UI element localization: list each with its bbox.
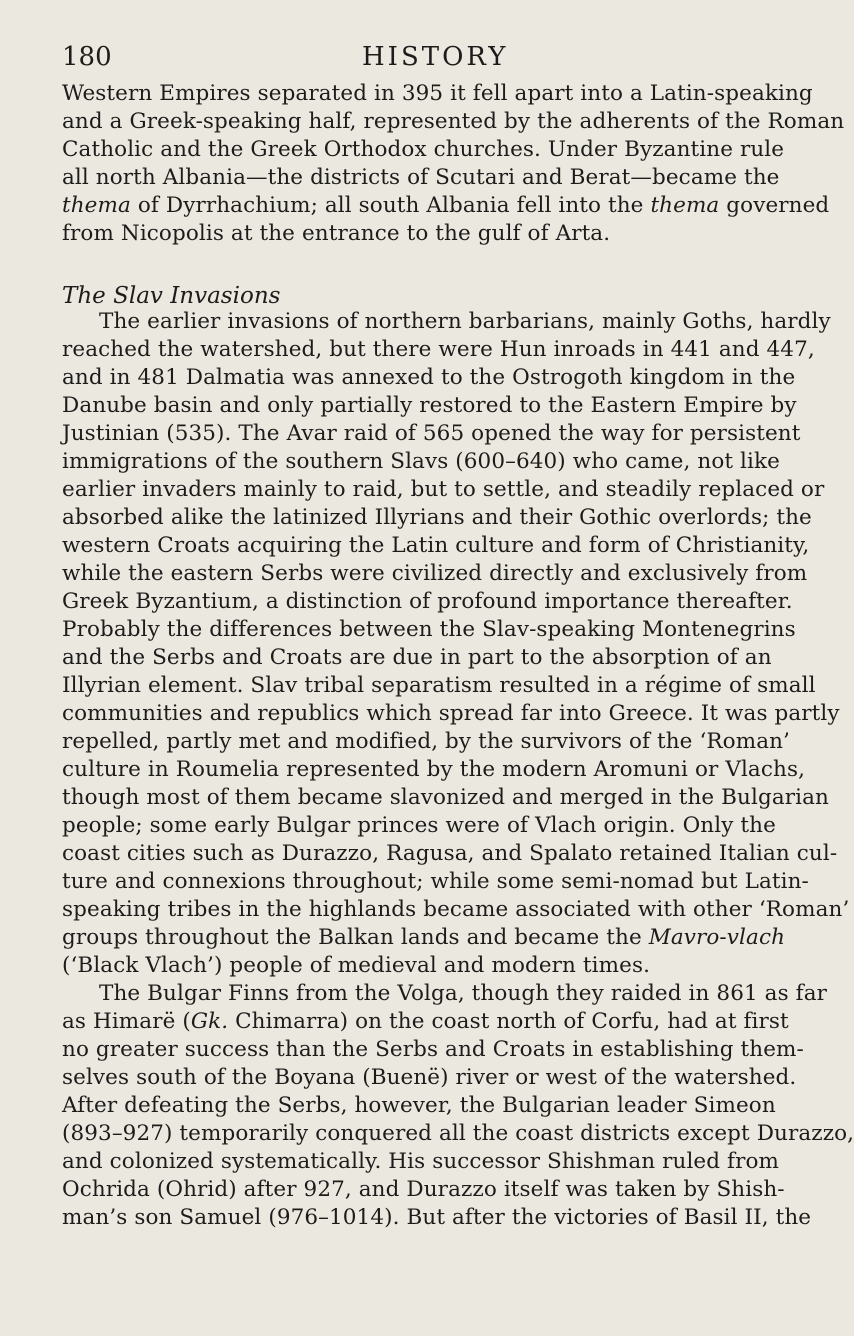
text-line bbox=[62, 192, 830, 220]
text-line: Justinian (535). The Avar raid of 565 opened the way for persistent bbox=[62, 421, 801, 446]
italic-term: Gk. bbox=[190, 1009, 229, 1034]
text-line: and in 481 Dalmatia was annexed to the Ostrogoth kingdom in the bbox=[62, 365, 796, 390]
text-line: and a Greek-speaking half, represented by the adherents of the Roman bbox=[62, 109, 845, 134]
text-line bbox=[62, 924, 786, 952]
text-line: selves south of the Boyana (Buenë) river or west of the watershed. bbox=[62, 1065, 797, 1090]
italic-term: thema bbox=[62, 193, 131, 218]
text-run: Chimarra) on the coast north of Corfu, had at first bbox=[228, 1009, 789, 1034]
text-line: man’s son Samuel (976–1014). But after the victories of Basil II, the bbox=[62, 1205, 812, 1230]
italic-term: thema bbox=[650, 193, 720, 218]
text-line: though most of them became slavonized and merged in the Bulgarian bbox=[62, 785, 829, 810]
text-line: reached the watershed, but there were Hun inroads in 441 and 447, bbox=[62, 337, 815, 362]
page-number: 180 bbox=[62, 42, 112, 72]
text-line: (‘Black Vlach’) people of medieval and modern times. bbox=[62, 953, 651, 978]
text-line: no greater success than the Serbs and Croats in establishing them- bbox=[62, 1037, 804, 1062]
text-line: After defeating the Serbs, however, the Bulgarian leader Simeon bbox=[62, 1093, 776, 1118]
text-run: as Himarë ( bbox=[62, 1009, 191, 1034]
section-heading: The Slav Invasions bbox=[62, 283, 281, 309]
text-line: coast cities such as Durazzo, Ragusa, and Spalato retained Italian cul- bbox=[62, 841, 838, 866]
text-line: culture in Roumelia represented by the modern Aromuni or Vlachs, bbox=[62, 757, 806, 782]
text-line: and the Serbs and Croats are due in part to the absorption of an bbox=[62, 645, 772, 670]
text-line: and colonized systematically. His successor Shishman ruled from bbox=[62, 1149, 780, 1174]
text-line: speaking tribes in the highlands became associated with other ‘Roman’ bbox=[62, 897, 850, 922]
text-line: Greek Byzantium, a distinction of profound importance thereafter. bbox=[62, 589, 793, 614]
text-line: ture and connexions throughout; while some semi-nomad but Latin- bbox=[62, 869, 809, 894]
text-line: people; some early Bulgar princes were of Vlach origin. Only the bbox=[62, 813, 776, 838]
text-run: governed bbox=[719, 193, 830, 218]
text-line: Ochrida (Ohrid) after 927, and Durazzo itself was taken by Shish- bbox=[62, 1177, 785, 1202]
text-run: of Dyrrhachium; all south Albania fell into the bbox=[130, 193, 651, 218]
text-line: The earlier invasions of northern barbarians, mainly Goths, hardly bbox=[99, 309, 831, 334]
running-head bbox=[62, 40, 762, 74]
text-line: while the eastern Serbs were civilized directly and exclusively from bbox=[62, 561, 808, 586]
text-line: earlier invaders mainly to raid, but to settle, and steadily replaced or bbox=[62, 477, 825, 502]
text-line: absorbed alike the latinized Illyrians and their Gothic overlords; the bbox=[62, 505, 812, 530]
text-line: western Croats acquiring the Latin culture and form of Christianity, bbox=[62, 533, 810, 558]
text-line: Western Empires separated in 395 it fell apart into a Latin-speaking bbox=[62, 81, 813, 106]
text-line: Catholic and the Greek Orthodox churches. Under Byzantine rule bbox=[62, 137, 785, 162]
text-line: immigrations of the southern Slavs (600–640) who came, not like bbox=[62, 449, 780, 474]
italic-term: Mavro-vlach bbox=[648, 925, 786, 950]
text-line: Illyrian element. Slav tribal separatism resulted in a régime of small bbox=[62, 673, 816, 698]
running-title: HISTORY bbox=[362, 42, 509, 72]
text-line: communities and republics which spread far into Greece. It was partly bbox=[62, 701, 840, 726]
text-line: all north Albania—the districts of Scutari and Berat—became the bbox=[62, 165, 780, 190]
text-line: repelled, partly met and modified, by the survivors of the ‘Roman’ bbox=[62, 729, 790, 754]
text-line: The Bulgar Finns from the Volga, though they raided in 861 as far bbox=[99, 981, 828, 1006]
text-line: Probably the differences between the Slav-speaking Montenegrins bbox=[62, 617, 796, 642]
text-line bbox=[62, 1008, 789, 1036]
text-line: (893–927) temporarily conquered all the coast districts except Durazzo, bbox=[62, 1121, 854, 1146]
text-line: from Nicopolis at the entrance to the gulf of Arta. bbox=[62, 221, 611, 246]
text-run: groups throughout the Balkan lands and became the bbox=[62, 925, 649, 950]
text-line: Danube basin and only partially restored to the Eastern Empire by bbox=[62, 393, 797, 418]
